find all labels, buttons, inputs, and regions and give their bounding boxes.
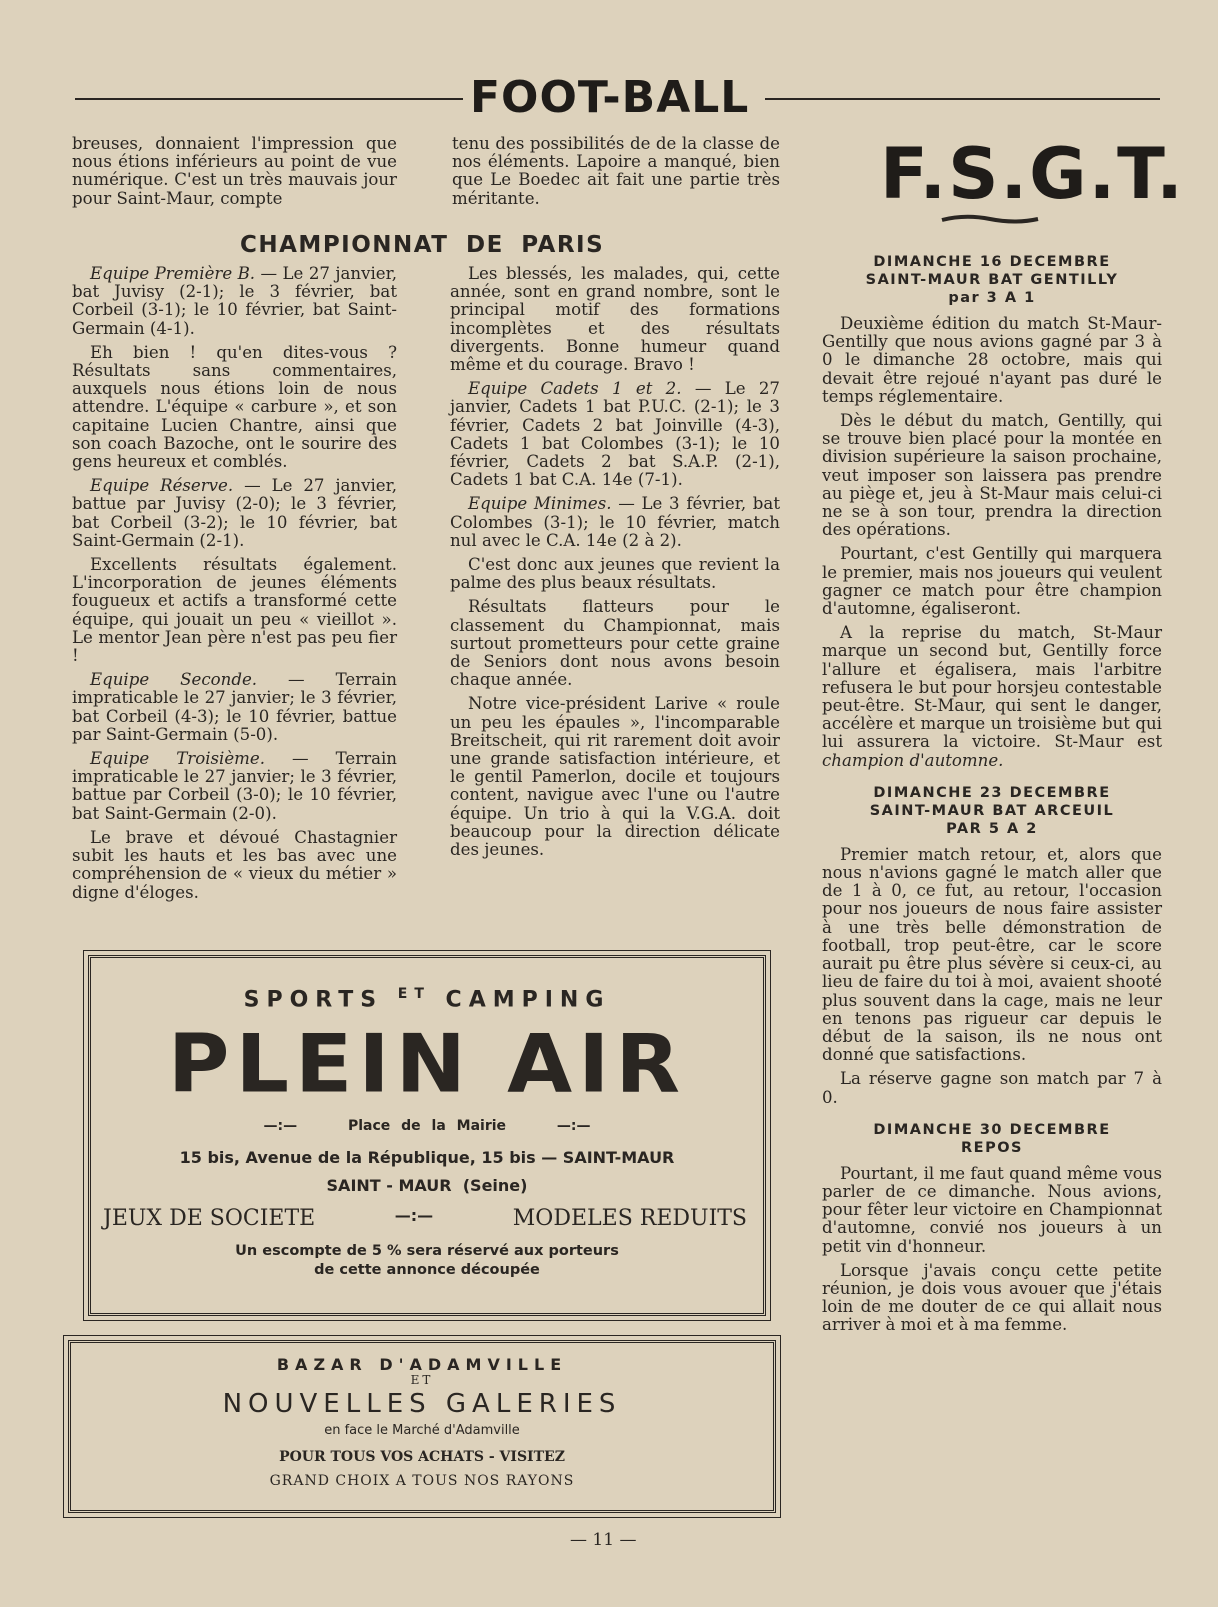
heading-line: DIMANCHE 30 DECEMBRE <box>873 1121 1111 1138</box>
heading-line: par 3 A 1 <box>948 290 1036 306</box>
paragraph: Les blessés, les malades, qui, cette année, sont en grand nombre, sont le principal motif des formations incomplètes et des résultats divergents. Bonne humeur quand même et du courage. Bravo ! <box>450 264 780 375</box>
ad-camping: CAMPING <box>445 987 611 1013</box>
top-left-text: breuses, donnaient l'impression que nous étions inférieurs au point de vue numérique. C'est un très mauvais jour pour Saint-Maur, compte <box>72 134 397 208</box>
ad2-line-3: NOUVELLES GALERIES <box>222 1389 622 1419</box>
paragraph: Eh bien ! qu'en dites-vous ? Résultats sans commentaires, auxquels nous étions loin de nous attendre. L'équipe « carbure », et son capitaine Lucien Chantre, ainsi que son coach Bazoche, ont le sourire des gens heureux et comblés. <box>72 342 397 472</box>
fsgt-title: F.S.G.T. <box>880 133 1185 215</box>
team-result: — Le 27 janvier, bat Juvisy (2-1); le 3 février, bat Corbeil (3-1); le 10 février, bat Saint-Germain (4-1). <box>72 264 397 338</box>
page-section-title: FOOT-BALL <box>470 72 750 123</box>
ad-dash: —:— <box>556 1118 591 1134</box>
paragraph <box>450 495 780 550</box>
ad2-line-2: ET <box>410 1373 434 1387</box>
ad-bazar <box>68 1340 776 1513</box>
ad-place: Place de la Mairie <box>347 1118 507 1134</box>
paragraph: Deuxième édition du match St-Maur-Gentilly que nous avions gagné par 3 à 0 le dimanche 28 octobre, mais qui devait être rejoué n'ayant pas duré le temps réglementaire. <box>822 314 1162 406</box>
team-result: — Le 27 janvier, battue par Juvisy (2-0); le 3 février, bat Corbeil (3-2); le 10 février, bat Saint-Germain (2-1). <box>72 476 398 550</box>
ad-top-line <box>91 986 763 1012</box>
ad-jeux: JEUX DE SOCIETE <box>103 1206 316 1231</box>
championnat-title: CHAMPIONNAT DE PARIS <box>240 232 605 258</box>
team-lead: Equipe Seconde. <box>90 670 258 690</box>
paragraph: Notre vice-président Larive « roule un peu les épaules », l'incomparable Breitscheit, qui rit rarement doit avoir une grande satisfaction intérieure, et le gentil Pamerlon, docile et toujours content, navigue avec l'une ou l'autre équipe. Un trio à qui la V.G.A. doit beaucoup pour la direction délicate des jeunes. <box>450 694 780 860</box>
match-heading-3 <box>822 1121 1162 1157</box>
heading-line: REPOS <box>961 1139 1023 1156</box>
paragraph <box>72 265 397 338</box>
paragraph: Pourtant, c'est Gentilly qui marquera le premier, mais nos joueurs qui veulent gagner ce match pour être champion d'automne, égaliseront. <box>822 544 1162 619</box>
heading-line: DIMANCHE 16 DECEMBRE <box>873 254 1111 270</box>
paragraph: Dès le début du match, Gentilly, qui se trouve bien placé pour la montée en division supérieure la saison prochaine, veut imposer son laissera pas prendre au piège et, jeu à St-Maur mais celui-ci ne se à son tour, prendra la direction des opérations. <box>822 411 1162 540</box>
ad2-line-6: GRAND CHOIX A TOUS NOS RAYONS <box>269 1473 575 1489</box>
champion-text: champion d'automne. <box>822 750 1004 770</box>
ad-plein-air <box>88 955 766 1316</box>
paragraph: Pourtant, il me faut quand même vous parler de ce dimanche. Nous avions, pour fêter leur victoire en Championnat d'automne, convié nos joueurs à un petit vin d'honneur. <box>822 1163 1162 1256</box>
paragraph: La réserve gagne son match par 7 à 0. <box>822 1069 1162 1107</box>
team-lead: Equipe Première B. <box>90 264 256 283</box>
paragraph-text: A la reprise du match, St-Maur marque un second but, Gentilly force l'allure et égalisera, mais l'arbitre refusera le but pour horsjeu contestable peut-être. St-Maur, qui sent le danger, accélère et marque un troisième but qui lui assurera la victoire. St-Maur est <box>822 623 1162 752</box>
paragraph: Le brave et dévoué Chastagnier subit les hauts et les bas avec une compréhension de « vieux du métier » digne d'éloges. <box>72 827 397 902</box>
ad-address: 15 bis, Avenue de la République, 15 bis — SAINT-MAUR <box>179 1148 675 1167</box>
paragraph <box>450 380 780 489</box>
paragraph <box>72 750 397 823</box>
ad-place-line <box>91 1118 763 1134</box>
ad2-line-1: BAZAR D'ADAMVILLE <box>276 1355 568 1374</box>
ad-plein-air-logo: PLEIN AIR <box>167 1017 687 1111</box>
ad-offer-row <box>103 1206 747 1231</box>
ad-city: SAINT - MAUR (Seine) <box>326 1176 528 1195</box>
paragraph: C'est donc aux jeunes que revient la palme des plus beaux résultats. <box>450 555 780 593</box>
team-lead: Equipe Minimes. <box>468 494 612 514</box>
heading-line: SAINT-MAUR BAT GENTILLY <box>865 272 1119 288</box>
heading-line: PAR 5 A 2 <box>946 820 1038 837</box>
column-1 <box>72 265 397 908</box>
header-rule-right <box>765 98 1160 100</box>
match-heading-2 <box>822 784 1162 838</box>
heading-line: DIMANCHE 23 DECEMBRE <box>873 784 1111 801</box>
team-lead: Equipe Réserve. <box>90 476 234 496</box>
team-lead: Equipe Troisième. <box>90 749 265 769</box>
ad-et: ET <box>397 986 431 1002</box>
ad-modeles: MODELES REDUITS <box>512 1206 747 1231</box>
ad2-line-4: en face le Marché d'Adamville <box>324 1423 520 1438</box>
page-number: — 11 — <box>570 1530 637 1550</box>
team-result: — Terrain impraticable le 27 janvier; le 3 février, bat Corbeil (4-3); le 10 février, battue par Saint-Germain (5-0). <box>72 670 397 744</box>
team-result: — Le 3 février, bat Colombes (3-1); le 10 février, match nul avec le C.A. 14e (2 à 2). <box>450 494 780 550</box>
top-mid-text: tenu des possibilités de de la classe de nos éléments. Lapoire a manqué, bien que Le Boedec ait fait une partie très méritante. <box>452 134 780 208</box>
paragraph <box>822 624 1162 770</box>
paragraph: Excellents résultats également. L'incorporation de jeunes éléments fougueux et actifs a transformé cette équipe, qui jouait un peu « vieillot ». Le mentor Jean père n'est pas peu fier ! <box>72 555 397 666</box>
ad-discount-1: Un escompte de 5 % sera réservé aux porteurs <box>235 1243 619 1259</box>
header-rule-left <box>75 98 463 100</box>
match-heading-1 <box>822 253 1162 307</box>
ad2-line-5: POUR TOUS VOS ACHATS - VISITEZ <box>279 1449 565 1465</box>
ad-discount-2: de cette annonce découpée <box>314 1262 540 1278</box>
team-result: — Le 27 janvier, Cadets 1 bat P.U.C. (2-1); le 3 février, Cadets 2 bat Joinville (4-3), Cadets 1 bat Colombes (3-1); le 10 février, Cadets 2 bat S.A.P. (2-1), Cadets 1 bat C.A. 14e (7-1). <box>450 379 780 490</box>
right-column <box>822 253 1162 1341</box>
paragraph: Résultats flatteurs pour le classement du Championnat, mais surtout prometteurs pour cette graine de Seniors dont nous avons besoin chaque année. <box>450 597 780 690</box>
team-lead: Equipe Cadets 1 et 2. <box>468 379 682 399</box>
column-2 <box>450 265 780 865</box>
ad-dash: —:— <box>263 1118 298 1134</box>
paragraph: Lorsque j'avais conçu cette petite réunion, je dois vous avouer que j'étais loin de me douter de ce qui allait nous arriver à moi et à ma femme. <box>822 1260 1162 1335</box>
swash-ornament <box>940 213 1040 227</box>
paragraph <box>72 477 397 550</box>
team-result: — Terrain impraticable le 27 janvier; le 3 février, battue par Corbeil (3-0); le 10 février, bat Saint-Germain (2-0). <box>72 749 397 823</box>
paragraph <box>72 671 397 744</box>
ad-dash: —:— <box>394 1206 434 1225</box>
heading-line: SAINT-MAUR BAT ARCEUIL <box>869 802 1115 819</box>
paragraph: Premier match retour, et, alors que nous n'avions gagné le match aller que de 1 à 0, ce fut, au retour, l'occasion pour nos joueurs de nous faire assister à une très belle démonstration de football, trop peut-être, car le score aurait pu être plus sévère si ceux-ci, au lieu de faire du toi à moi, avaient shooté plus souvent dans la cage, mais ne leur en tenons pas rigueur car depuis le début de la saison, ils ne nous ont donné que satisfactions. <box>822 844 1162 1065</box>
ad-sports: SPORTS <box>243 987 384 1013</box>
